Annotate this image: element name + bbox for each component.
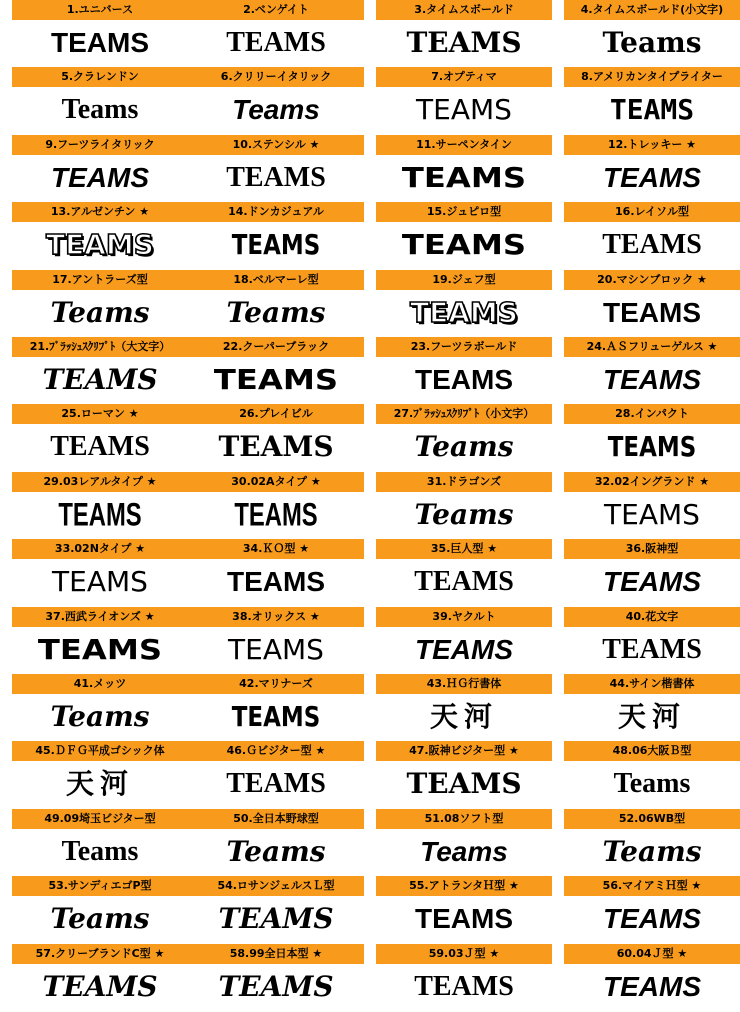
font-option-card[interactable]: [188, 674, 364, 740]
font-option-label: 51.08ソフト型: [376, 809, 552, 829]
font-option-label: 26.プレイビル: [188, 404, 364, 424]
font-option-label: 42.マリナーズ: [188, 674, 364, 694]
font-option-card[interactable]: [564, 67, 740, 133]
font-sample-text: TEAMS: [406, 26, 522, 59]
font-option-card[interactable]: [376, 0, 552, 66]
font-option-label: 10.ステンシル ★: [188, 135, 364, 155]
font-option-card[interactable]: [12, 944, 188, 1010]
font-option-label: 37.西武ライオンズ ★: [12, 607, 188, 627]
font-option-label: 31.ドラゴンズ: [376, 472, 552, 492]
font-option-label: 54.ロサンジェルスＬ型: [188, 876, 364, 896]
font-option-card[interactable]: [376, 472, 552, 538]
font-option-label: 36.阪神型: [564, 539, 740, 559]
font-option-label: 46.Ｇビジター型 ★: [188, 741, 364, 761]
font-sample-text: TEAMS: [415, 634, 513, 665]
font-sample-text: TEAMS: [52, 565, 148, 598]
font-option-label: 8.アメリカンタイプライター: [564, 67, 740, 87]
font-option-card[interactable]: [376, 404, 552, 470]
font-option-card[interactable]: [188, 876, 364, 942]
font-option-card[interactable]: [188, 404, 364, 470]
font-option-label: 18.ベルマーレ型: [188, 270, 364, 290]
font-sample-text: TEAMS: [42, 363, 158, 396]
font-sample-text: TEAMS: [228, 633, 324, 666]
font-option-card[interactable]: [564, 809, 740, 875]
font-sample-text: Teams: [414, 430, 514, 463]
font-option-card[interactable]: [12, 607, 188, 673]
font-sample-text: Teams: [602, 835, 702, 868]
font-sample-text: TEAMS: [416, 93, 512, 126]
font-option-label: 38.オリックス ★: [188, 607, 364, 627]
font-sample-text: TEAMS: [401, 228, 527, 261]
font-sample-text: Teams: [414, 498, 514, 531]
font-option-label: 24.ＡＳフリューゲルス ★: [564, 337, 740, 357]
font-sample-text: TEAMS: [603, 971, 701, 1002]
font-option-card[interactable]: [12, 741, 188, 807]
font-sample-text: TEAMS: [226, 27, 326, 58]
font-option-card[interactable]: [564, 337, 740, 403]
font-option-card[interactable]: [188, 539, 364, 605]
font-option-label: 50.全日本野球型: [188, 809, 364, 829]
font-sample-text: TEAMS: [226, 162, 326, 193]
font-option-card[interactable]: [12, 270, 188, 336]
font-sample-text: TEAMS: [415, 364, 513, 395]
font-option-card[interactable]: [12, 135, 188, 201]
font-sample-text: TEAMS: [42, 970, 158, 1003]
font-sample-text: Teams: [420, 836, 508, 867]
font-option-card[interactable]: [564, 539, 740, 605]
font-option-card[interactable]: [376, 337, 552, 403]
font-option-label: 60.04Ｊ型 ★: [564, 944, 740, 964]
font-option-card[interactable]: [564, 135, 740, 201]
font-option-label: 40.花文字: [564, 607, 740, 627]
font-sample-text: TEAMS: [50, 431, 150, 462]
font-sample-text: TEAMS: [37, 633, 163, 666]
font-option-card[interactable]: [564, 876, 740, 942]
font-sample-text: TEAMS: [602, 634, 702, 665]
font-sample-text: TEAMS: [603, 162, 701, 193]
font-option-label: 19.ジェフ型: [376, 270, 552, 290]
font-option-label: 56.マイアミＨ型 ★: [564, 876, 740, 896]
font-sample-text: 天河: [617, 700, 686, 733]
font-sample-text: TEAMS: [603, 903, 701, 934]
font-option-label: 14.ドンカジュアル: [188, 202, 364, 222]
font-option-card[interactable]: [12, 674, 188, 740]
font-sample-text: TEAMS: [414, 971, 514, 1002]
font-option-card[interactable]: [564, 674, 740, 740]
font-sample-text: TEAMS: [213, 363, 339, 396]
font-sample-text: 天河: [429, 700, 498, 733]
font-option-label: 59.03Ｊ型 ★: [376, 944, 552, 964]
font-sample-text: TEAMS: [51, 162, 149, 193]
font-option-card[interactable]: [188, 337, 364, 403]
font-option-label: 41.メッツ: [12, 674, 188, 694]
font-sample-text: Teams: [232, 94, 320, 125]
font-sample-text: TEAMS: [410, 296, 518, 329]
font-option-label: 30.02Aタイプ ★: [188, 472, 364, 492]
font-option-label: 25.ローマン ★: [12, 404, 188, 424]
font-option-label: 28.インパクト: [564, 404, 740, 424]
font-sample-text: TEAMS: [603, 297, 701, 328]
font-sample-text: TEAMS: [603, 364, 701, 395]
font-sample-text: TEAMS: [415, 903, 513, 934]
font-option-card[interactable]: [564, 944, 740, 1010]
font-option-label: 16.レイソル型: [564, 202, 740, 222]
font-option-card[interactable]: [376, 270, 552, 336]
font-option-card[interactable]: [376, 202, 552, 268]
font-option-card[interactable]: [188, 135, 364, 201]
font-option-card[interactable]: [12, 539, 188, 605]
font-option-label: 3.タイムスボールド: [376, 0, 552, 20]
font-sample-text: Teams: [613, 768, 691, 799]
font-sample-text: TEAMS: [51, 27, 149, 58]
font-option-label: 11.サーペンタイン: [376, 135, 552, 155]
font-option-card[interactable]: [188, 944, 364, 1010]
font-option-card[interactable]: [188, 270, 364, 336]
font-option-label: 22.クーパーブラック: [188, 337, 364, 357]
font-sample-text: 天河: [65, 767, 134, 800]
font-sample-text: TEAMS: [607, 430, 697, 463]
font-option-label: 17.アントラーズ型: [12, 270, 188, 290]
font-option-label: 21.ﾌﾞﾗｯｼｭｽｸﾘﾌﾟﾄ（大文字）: [12, 337, 188, 357]
font-sample-text: TEAMS: [406, 767, 522, 800]
font-option-label: 35.巨人型 ★: [376, 539, 552, 559]
font-option-label: 43.ＨＧ行書体: [376, 674, 552, 694]
font-sample-text: Teams: [50, 296, 150, 329]
font-sample-text: TEAMS: [603, 566, 701, 597]
font-sample-text: TEAMS: [414, 566, 514, 597]
font-option-card[interactable]: [564, 270, 740, 336]
font-option-label: 23.フーツラボールド: [376, 337, 552, 357]
font-sample-text: TEAMS: [401, 161, 527, 194]
font-option-card[interactable]: [188, 67, 364, 133]
font-option-label: 12.トレッキー ★: [564, 135, 740, 155]
font-sample-text: TEAMS: [226, 768, 326, 799]
font-sample-text: Teams: [602, 26, 702, 59]
font-option-card[interactable]: [376, 67, 552, 133]
font-sample-text: TEAMS: [234, 496, 318, 533]
font-option-label: 55.アトランタＨ型 ★: [376, 876, 552, 896]
font-option-label: 1.ユニバース: [12, 0, 188, 20]
font-option-card[interactable]: [376, 539, 552, 605]
font-option-label: 44.サイン楷書体: [564, 674, 740, 694]
font-option-label: 5.クラレンドン: [12, 67, 188, 87]
font-option-label: 27.ﾌﾞﾗｯｼｭｽｸﾘﾌﾟﾄ（小文字）: [376, 404, 552, 424]
font-option-label: 4.タイムスボールド(小文字): [564, 0, 740, 20]
font-option-card[interactable]: [12, 876, 188, 942]
font-option-card[interactable]: [12, 404, 188, 470]
font-option-label: 48.06大阪Ｂ型: [564, 741, 740, 761]
font-option-card[interactable]: [12, 809, 188, 875]
font-sample-text: TEAMS: [609, 93, 695, 126]
font-option-card[interactable]: [564, 607, 740, 673]
font-option-card[interactable]: [188, 0, 364, 66]
font-option-label: 53.サンディエゴP型: [12, 876, 188, 896]
font-option-card[interactable]: [188, 472, 364, 538]
font-option-card[interactable]: [564, 0, 740, 66]
font-sample-text: TEAMS: [46, 228, 154, 261]
font-option-label: 7.オプティマ: [376, 67, 552, 87]
font-option-label: 33.02Nタイプ ★: [12, 539, 188, 559]
font-sample-text: Teams: [50, 700, 150, 733]
font-sample-text: TEAMS: [218, 902, 334, 935]
font-option-card[interactable]: [188, 809, 364, 875]
font-option-card[interactable]: [188, 607, 364, 673]
font-sample-text: TEAMS: [231, 700, 321, 733]
font-option-label: 32.02イングランド ★: [564, 472, 740, 492]
font-sample-text: TEAMS: [218, 430, 334, 463]
font-option-card[interactable]: [376, 135, 552, 201]
font-option-label: 20.マシンブロック ★: [564, 270, 740, 290]
font-sample-text: TEAMS: [58, 496, 142, 533]
font-sample-text: TEAMS: [227, 566, 325, 597]
font-option-card[interactable]: [12, 202, 188, 268]
font-option-card[interactable]: [12, 67, 188, 133]
font-sample-text: Teams: [61, 94, 139, 125]
font-option-label: 47.阪神ビジター型 ★: [376, 741, 552, 761]
font-option-card[interactable]: [12, 0, 188, 66]
font-sample-text: Teams: [226, 835, 326, 868]
font-option-label: 58.99全日本型 ★: [188, 944, 364, 964]
font-option-card[interactable]: [188, 202, 364, 268]
font-option-card[interactable]: [376, 876, 552, 942]
font-option-label: 57.クリーブランドC型 ★: [12, 944, 188, 964]
font-option-card[interactable]: [564, 404, 740, 470]
font-option-card[interactable]: [12, 472, 188, 538]
font-sample-text: Teams: [226, 296, 326, 329]
font-option-label: 2.ベンゲイト: [188, 0, 364, 20]
font-option-card[interactable]: [376, 607, 552, 673]
font-sample-text: TEAMS: [218, 970, 334, 1003]
font-option-card[interactable]: [376, 809, 552, 875]
font-sample-text: Teams: [50, 902, 150, 935]
font-option-card[interactable]: [376, 674, 552, 740]
font-option-label: 15.ジュピロ型: [376, 202, 552, 222]
font-sample-text: TEAMS: [231, 228, 321, 261]
font-option-card[interactable]: [12, 337, 188, 403]
font-sample-text: TEAMS: [602, 229, 702, 260]
font-option-card[interactable]: [376, 944, 552, 1010]
font-sample-text: Teams: [61, 836, 139, 867]
font-option-label: 29.03レアルタイプ ★: [12, 472, 188, 492]
font-option-label: 49.09埼玉ビジター型: [12, 809, 188, 829]
font-option-label: 9.フーツライタリック: [12, 135, 188, 155]
font-option-card[interactable]: [188, 741, 364, 807]
font-option-card[interactable]: [376, 741, 552, 807]
font-option-label: 52.06WB型: [564, 809, 740, 829]
font-option-card[interactable]: [564, 741, 740, 807]
font-sample-text: TEAMS: [604, 498, 700, 531]
font-option-label: 39.ヤクルト: [376, 607, 552, 627]
font-option-label: 34.ＫＯ型 ★: [188, 539, 364, 559]
font-option-label: 6.クリリーイタリック: [188, 67, 364, 87]
font-option-label: 13.アルゼンチン ★: [12, 202, 188, 222]
font-option-card[interactable]: [564, 202, 740, 268]
font-option-card[interactable]: [564, 472, 740, 538]
font-option-label: 45.ＤＦＧ平成ゴシック体: [12, 741, 188, 761]
